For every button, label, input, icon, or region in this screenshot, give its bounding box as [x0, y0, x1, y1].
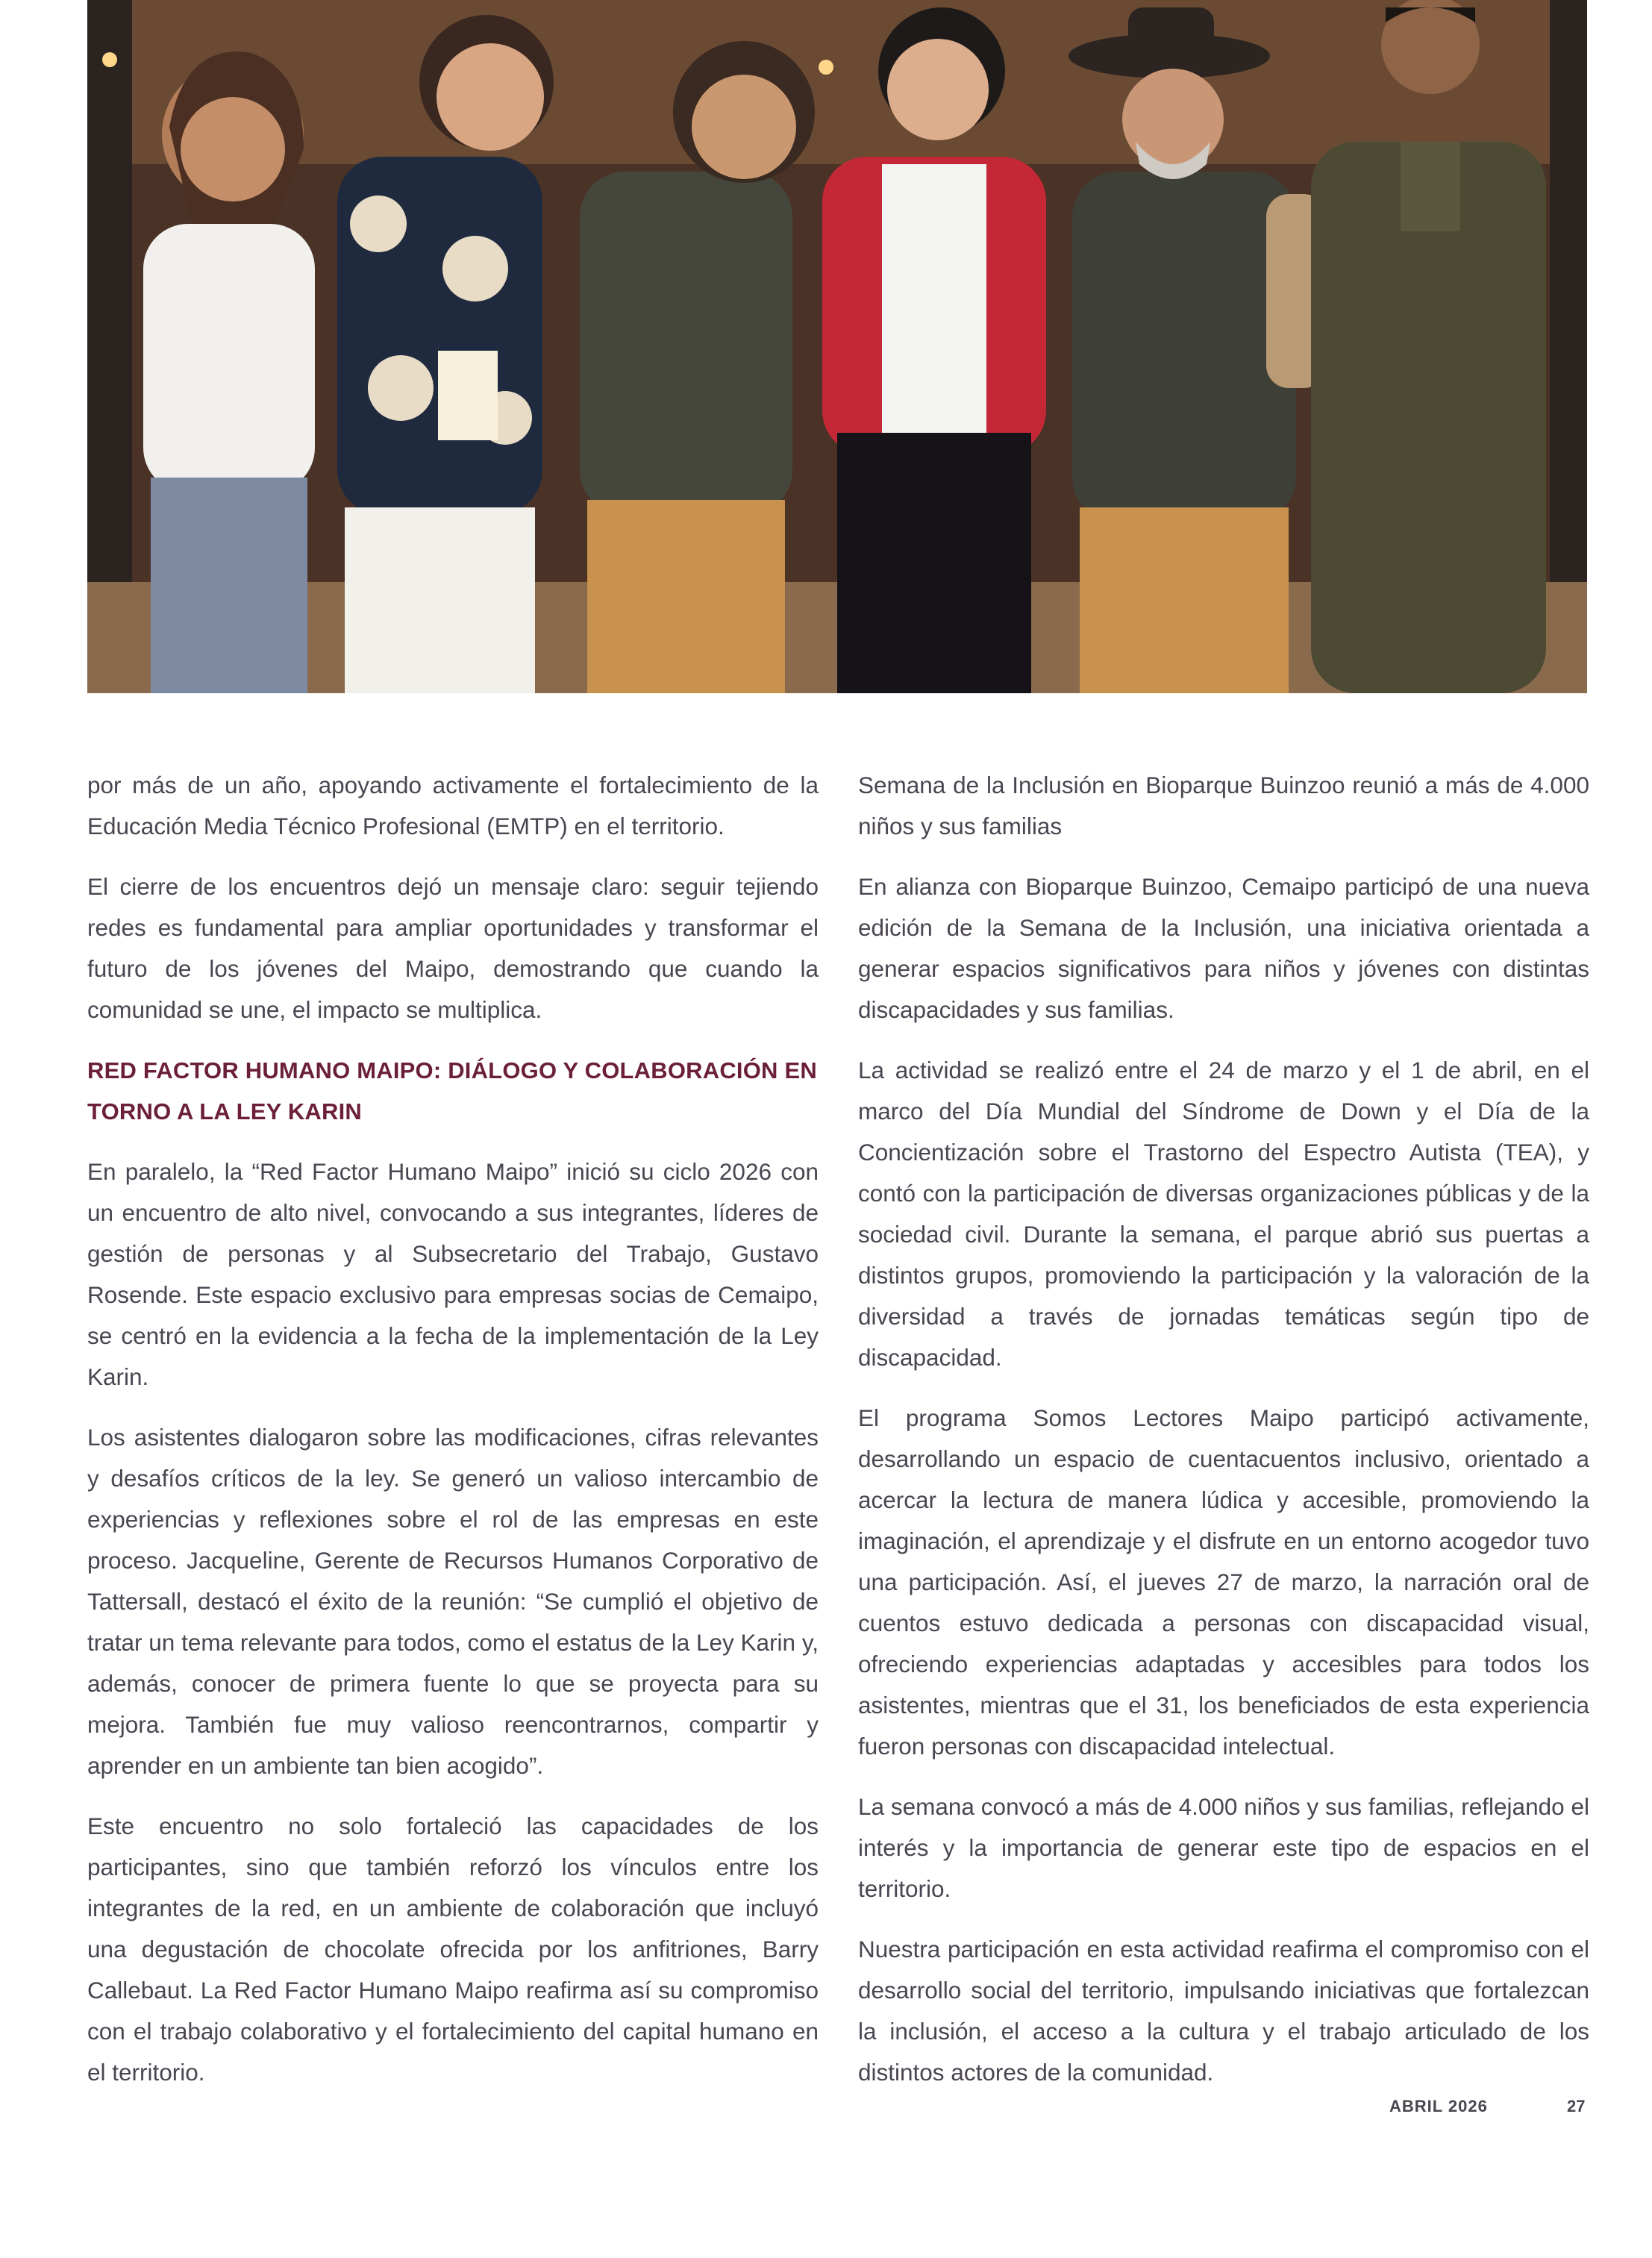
left-paragraph-4: Los asistentes dialogaron sobre las modificaciones, cifras relevantes y desafíos críticos de la ley. Se generó un valioso intercambio de experiencias y reflexiones sobre el rol de las empresas en este proceso. Jacqueline, Gerente de Recursos Humanos Corporativo de Tattersall, destacó el éxito de la reunión: “Se cumplió el objetivo de tratar un tema relevante para todos, como el estatus de la Ley Karin y, además, conocer de primera fuente lo que se proyecta para su mejora. También fue muy valioso reencontrarnos, compartir y aprender en un ambiente tan bien acogido”. [87, 1424, 819, 1779]
right-paragraph-4: El programa Somos Lectores Maipo participó activamente, desarrollando un espacio de cuentacuentos inclusivo, orientado a acercar la lectura de manera lúdica y accesible, promoviendo la imaginación, el aprendizaje y el disfrute en un entorno acogedor tuvo una participación. Así, el jueves 27 de marzo, la narración oral de cuentos estuvo dedicada a personas con discapacidad visual, ofreciendo experiencias adaptadas y accesibles para todos los asistentes, mientras que el 31, los beneficiados de esta experiencia fueron personas con discapacidad intelectual. [858, 1404, 1589, 1760]
left-paragraph-5: Este encuentro no solo fortaleció las capacidades de los participantes, sino que también reforzó los vínculos entre los integrantes de la red, en un ambiente de colaboración que incluyó una degustación de chocolate ofrecida por los anfitriones, Barry Callebaut. La Red Factor Humano Maipo reafirma así su compromiso con el trabajo colaborativo y el fortalecimiento del capital humano en el territorio. [87, 1813, 819, 2086]
right-paragraph-6: Nuestra participación en esta actividad reafirma el compromiso con el desarrollo social del territorio, impulsando iniciativas que fortalezcan la inclusión, el acceso a la cultura y el trabajo articulado de los distintos actores de la comunidad. [858, 1936, 1589, 2086]
left-paragraph-2: El cierre de los encuentros dejó un mensaje claro: seguir tejiendo redes es fundamental para ampliar oportunidades y transformar el futuro de los jóvenes del Maipo, demostrando que cuando la comunidad se une, el impacto se multiplica. [87, 873, 819, 1023]
right-paragraph-2: En alianza con Bioparque Buinzoo, Cemaipo participó de una nueva edición de la Semana de la Inclusión, una iniciativa orientada a generar espacios significativos para niños y jóvenes con distintas discapacidades y sus familias. [858, 873, 1589, 1023]
group-photo-illustration [87, 0, 1587, 693]
footer-issue-date: ABRIL 2026 [1389, 2097, 1488, 2115]
left-paragraph-3: En paralelo, la “Red Factor Humano Maipo” inició su ciclo 2026 con un encuentro de alto nivel, convocando a sus integrantes, líderes de gestión de personas y al Subsecretario del Trabajo, Gustavo Rosende. Este espacio exclusivo para empresas socias de Cemaipo, se centró en la evidencia a la fecha de la implementación de la Ley Karin. [87, 1158, 819, 1390]
right-paragraph-3: La actividad se realizó entre el 24 de marzo y el 1 de abril, en el marco del Día Mundial del Síndrome de Down y el Día de la Concientización sobre el Trastorno del Espectro Autista (TEA), y contó con la participación de diversas organizaciones públicas y de la sociedad civil. Durante la semana, el parque abrió sus puertas a distintos grupos, promoviendo la participación y la valoración de la diversidad a través de jornadas temáticas según tipo de discapacidad. [858, 1057, 1589, 1371]
right-paragraph-1: Semana de la Inclusión en Bioparque Buinzoo reunió a más de 4.000 niños y sus familias [858, 772, 1589, 839]
left-paragraph-1: por más de un año, apoyando activamente el fortalecimiento de la Educación Media Técnico Profesional (EMTP) en el territorio. [87, 772, 819, 839]
section-heading-red-factor-humano: RED FACTOR HUMANO MAIPO: DIÁLOGO Y COLABORACIÓN EN TORNO A LA LEY KARIN [87, 1057, 817, 1125]
right-column [858, 765, 1589, 2112]
group-photo [87, 0, 1587, 693]
left-column [87, 765, 819, 2112]
page-number: 27 [1567, 2097, 1586, 2115]
right-paragraph-5: La semana convocó a más de 4.000 niños y sus familias, reflejando el interés y la importancia de generar este tipo de espacios en el territorio. [858, 1793, 1589, 1902]
